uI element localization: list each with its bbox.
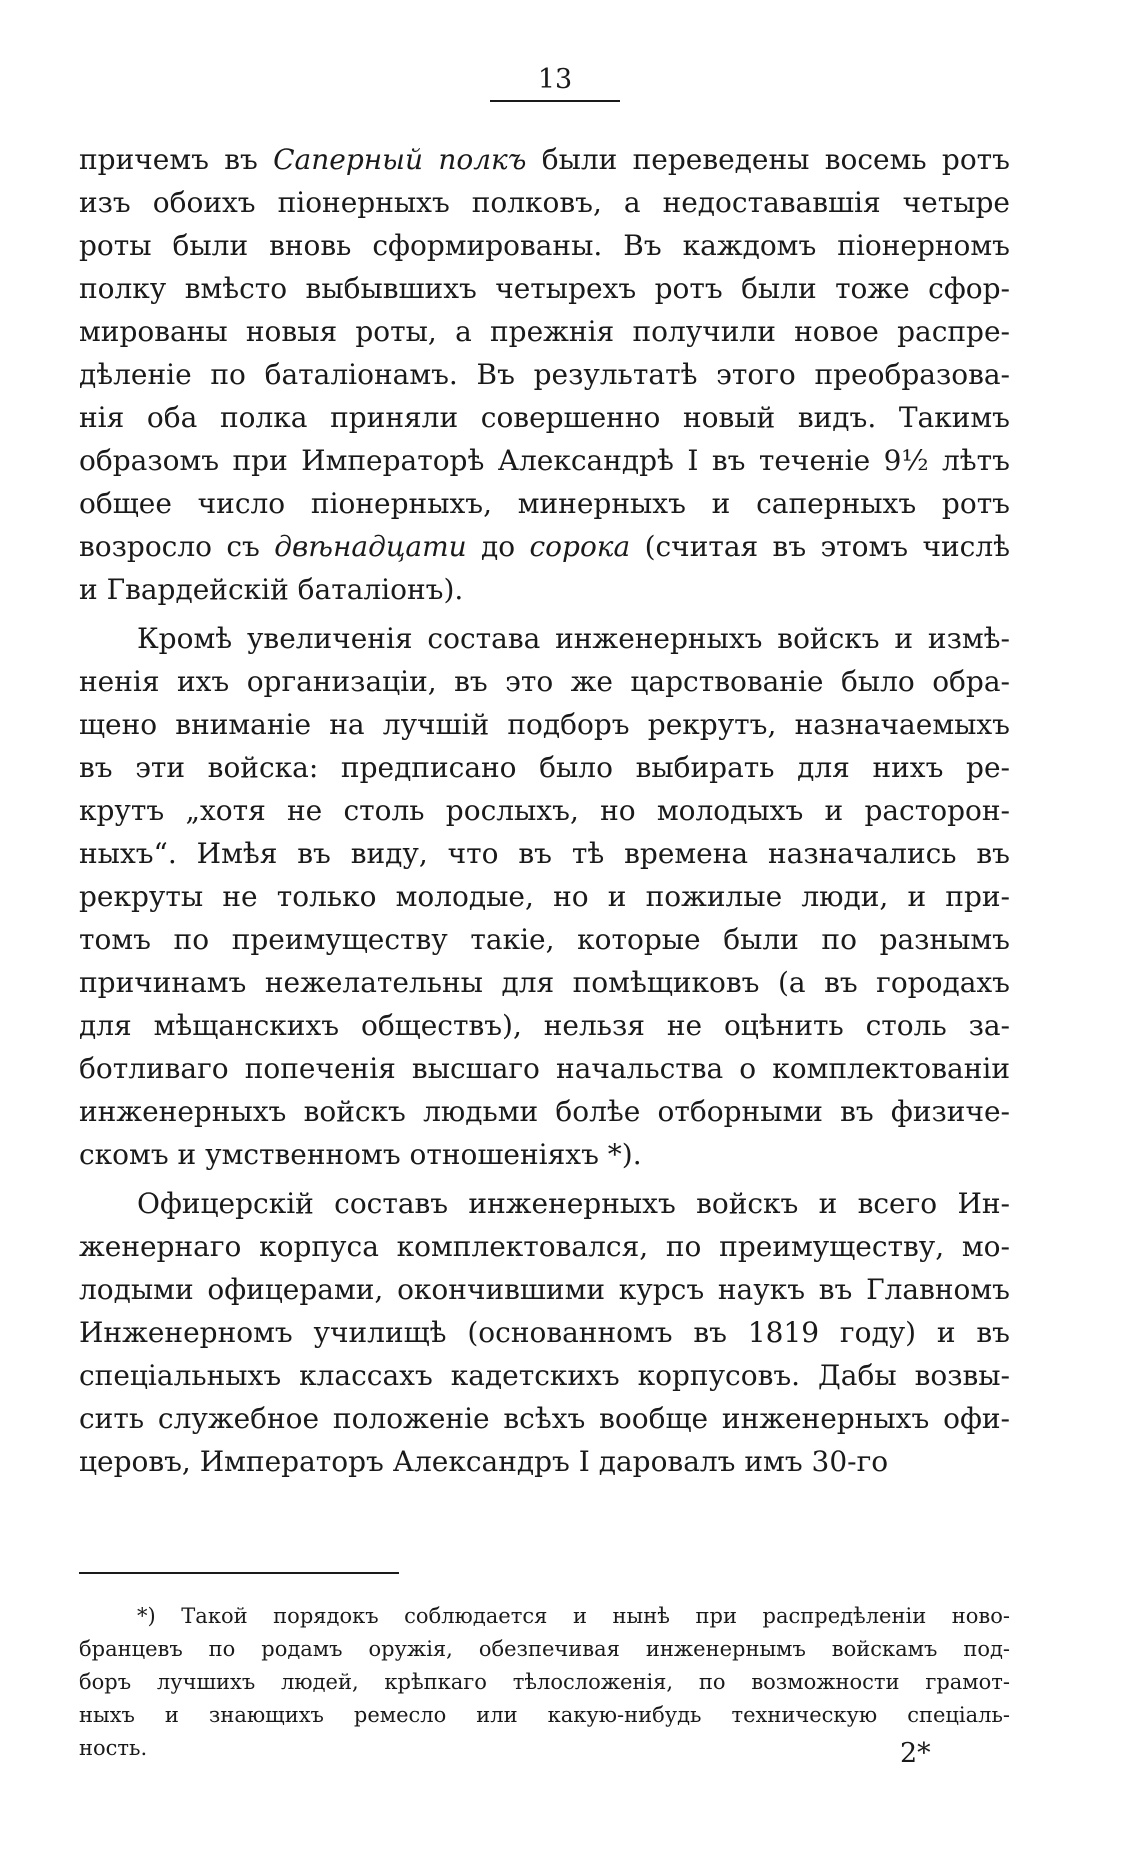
- italic-text: сорока: [529, 530, 631, 563]
- footnote-rule: [79, 1572, 399, 1574]
- text-line: [79, 1397, 1010, 1440]
- text-line: [79, 1090, 1010, 1133]
- text-run: общее число піонерныхъ, минерныхъ и саперныхъ ротъ: [79, 487, 1010, 520]
- text-line: [79, 1354, 1010, 1397]
- text-run: лодыми офицерами, окончившими курсъ наукъ въ Главномъ: [79, 1273, 1010, 1306]
- text-run: въ эти войска: предписано было выбирать для нихъ ре-: [79, 751, 1010, 784]
- text-line: [79, 525, 1010, 568]
- text-line: [79, 1225, 1010, 1268]
- text-line: [79, 703, 1010, 746]
- text-line: [79, 660, 1010, 703]
- text-line: [79, 617, 1010, 660]
- text-line: [79, 482, 1010, 525]
- footnote-line: ныхъ и знающихъ ремесло или какую-нибудь техническую спеціаль-: [79, 1703, 1010, 1727]
- text-line: [79, 138, 1010, 181]
- text-line: [79, 224, 1010, 267]
- text-run: сить служебное положеніе всѣхъ вообще инженерныхъ офи-: [79, 1402, 1010, 1435]
- paragraph: [79, 138, 1010, 611]
- italic-text: Саперный полкъ: [273, 143, 527, 176]
- text-run: возросло съ: [79, 530, 275, 563]
- text-run: томъ по преимуществу такіе, которые были по разнымъ: [79, 923, 1010, 956]
- text-run: полку вмѣсто выбывшихъ четырехъ ротъ были тоже сфор-: [79, 272, 1010, 305]
- page-number: 13: [537, 64, 573, 95]
- text-run: инженерныхъ войскъ людьми болѣе отборными въ физиче-: [79, 1095, 1010, 1128]
- text-run: до: [466, 530, 530, 563]
- text-run: крутъ „хотя не столь рослыхъ, но молодыхъ и расторон-: [79, 794, 1010, 827]
- text-line: [79, 961, 1010, 1004]
- paragraph: [79, 1182, 1010, 1483]
- text-line: [79, 267, 1010, 310]
- text-line: [79, 1268, 1010, 1311]
- text-run: спеціальныхъ классахъ кадетскихъ корпусовъ. Дабы возвы-: [79, 1359, 1010, 1392]
- footnote-line: бранцевъ по родамъ оружія, обезпечивая инженернымъ войскамъ под-: [79, 1637, 1010, 1661]
- text-run: причемъ въ: [79, 143, 274, 176]
- text-line: [79, 832, 1010, 875]
- text-line: [79, 181, 1010, 224]
- footnote: [79, 1600, 1010, 1765]
- text-run: нія оба полка приняли совершенно новый видъ. Такимъ: [79, 401, 1010, 434]
- text-line: [79, 1182, 1010, 1225]
- text-line: [79, 1440, 1010, 1483]
- text-run: ненія ихъ организаціи, въ это же царствованіе было обра-: [79, 665, 1010, 698]
- header-rule: [490, 100, 620, 102]
- text-run: причинамъ нежелательны для помѣщиковъ (а въ городахъ: [79, 966, 1010, 999]
- footnote-line: *) Такой порядокъ соблюдается и нынѣ при распредѣленіи ново-: [137, 1604, 1010, 1628]
- text-run: изъ обоихъ піонерныхъ полковъ, а недостававшія четыре: [79, 186, 1010, 219]
- text-line: [79, 396, 1010, 439]
- text-line: [79, 310, 1010, 353]
- text-run: рекруты не только молодые, но и пожилые люди, и при-: [79, 880, 1010, 913]
- text-run: Инженерномъ училищѣ (основанномъ въ 1819 году) и въ: [79, 1316, 1010, 1349]
- text-run: щено вниманіе на лучшій подборъ рекрутъ, назначаемыхъ: [79, 708, 1010, 741]
- text-run: скомъ и умственномъ отношеніяхъ *).: [79, 1138, 642, 1171]
- text-line: [79, 353, 1010, 396]
- text-run: роты были вновь сформированы. Въ каждомъ піонерномъ: [79, 229, 1010, 262]
- text-run: церовъ, Императоръ Александръ I даровалъ имъ 30-го: [79, 1445, 889, 1478]
- text-run: ныхъ“. Имѣя въ виду, что въ тѣ времена назначались въ: [79, 837, 1010, 870]
- text-run: ботливаго попеченія высшаго начальства о комплектованіи: [79, 1052, 1010, 1085]
- text-line: [79, 789, 1010, 832]
- text-line: [79, 1004, 1010, 1047]
- italic-text: двѣнадцати: [274, 530, 467, 563]
- text-line: [79, 1047, 1010, 1090]
- text-line: [79, 1311, 1010, 1354]
- text-run: были переведены восемь ротъ: [526, 143, 1010, 176]
- text-line: [79, 1133, 1010, 1176]
- text-run: дѣленіе по баталіонамъ. Въ результатѣ этого преобразова-: [79, 358, 1010, 391]
- text-run: образомъ при Императорѣ Александрѣ I въ теченіе 9½ лѣтъ: [79, 444, 1010, 477]
- text-run: мированы новыя роты, а прежнія получили новое распре-: [79, 315, 1010, 348]
- text-line: [79, 568, 1010, 611]
- text-run: Кромѣ увеличенія состава инженерныхъ войскъ и измѣ-: [137, 622, 1010, 655]
- text-line: [79, 746, 1010, 789]
- text-run: Офицерскій составъ инженерныхъ войскъ и всего Ин-: [137, 1187, 1010, 1220]
- text-line: [79, 439, 1010, 482]
- footnote-line: ность.: [79, 1736, 148, 1760]
- paragraph: [79, 617, 1010, 1176]
- text-run: женернаго корпуса комплектовался, по преимуществу, мо-: [79, 1230, 1010, 1263]
- signature-mark: 2*: [900, 1738, 931, 1769]
- body-text: [79, 138, 1010, 1483]
- text-run: для мѣщанскихъ обществъ), нельзя не оцѣнить столь за-: [79, 1009, 1010, 1042]
- text-run: (считая въ этомъ числѣ: [630, 530, 1010, 563]
- text-run: и Гвардейскій баталіонъ).: [79, 573, 464, 606]
- text-line: [79, 918, 1010, 961]
- footnote-line: боръ лучшихъ людей, крѣпкаго тѣлосложенія, по возможности грамот-: [79, 1670, 1010, 1694]
- text-line: [79, 875, 1010, 918]
